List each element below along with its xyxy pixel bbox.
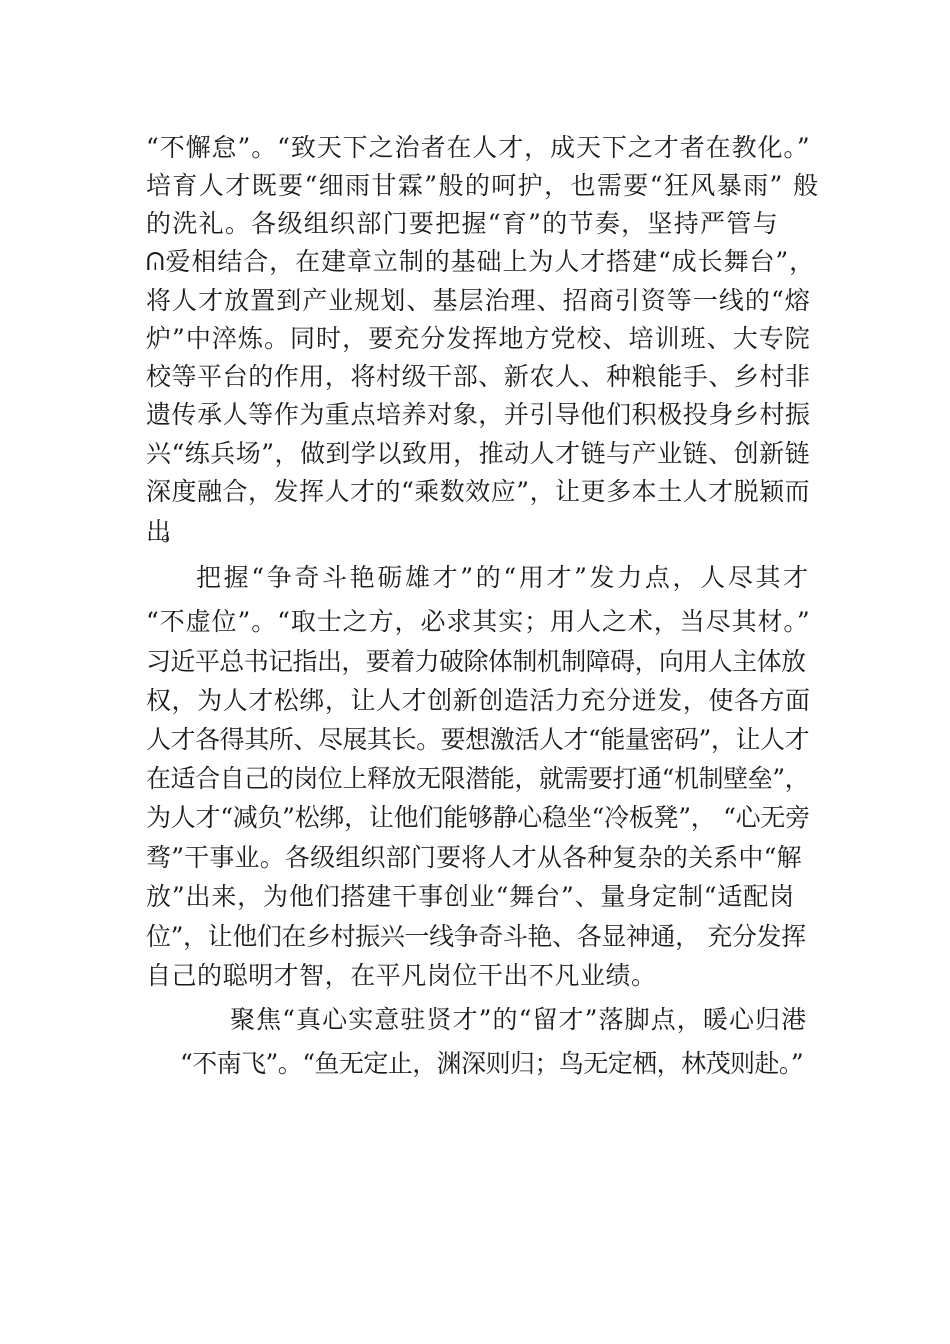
text-line: 深度融合，发挥人才的“乘数效应”，让更多本土人才脱颖而 — [146, 477, 811, 506]
text-line: ᕬ爱相结合，在建章立制的基础上为人才搭建“成长舞台”， — [146, 247, 816, 276]
text-line: 校等平台的作用，将村级干部、新农人、种粮能手、乡村非 — [146, 362, 811, 391]
text-line: 遗传承人等作为重点培养对象，并引导他们积极投身乡村振 — [146, 400, 811, 429]
text-line: 炉”中淬炼。同时，要充分发挥地方党校、培训班、大专院 — [146, 324, 811, 353]
text-line: 为人才“减负”松绑，让他们能够静心稳坐“冷板凳”， “心无旁 — [146, 803, 810, 832]
text-line: 人才各得其所、尽展其长。要想激活人才“能量密码”，让人才 — [146, 725, 810, 754]
text-line: “不南飞”。“鱼无定止，渊深则归；鸟无定栖，林茂则赴。” — [180, 1049, 804, 1078]
text-line: 将人才放置到产业规划、基层治理、招商引资等一线的“熔 — [146, 286, 811, 315]
text-line: 权，为人才松绑，让人才创新创造活力充分迸发，使各方面 — [146, 686, 811, 715]
text-line: “不虚位”。“取士之方，必求其实；用人之术，当尽其材。” — [146, 607, 811, 636]
text-line: 习近平总书记指出，要着力破除体制机制障碍，向用人主体放 — [146, 647, 806, 676]
text-line: 自己的聪明才智，在平凡岗位干出不凡业绩。 — [146, 961, 657, 990]
text-line: 聚焦“真心实意驻贤才”的“留才”落脚点，暖心归港 — [230, 1005, 808, 1034]
text-line: 培育人才既要“细雨甘霖”般的呵护，也需要“狂风暴雨” 般 — [146, 171, 820, 200]
text-line: 兴“练兵场”，做到学以致用，推动人才链与产业链、创新链 — [146, 439, 811, 468]
text-line: “不懈怠”。“致天下之治者在人才，成天下之才者在教化。” — [146, 133, 811, 162]
text-line: 的洗礼。各级组织部门要把握“育”的节奏，坚持严管与 — [146, 209, 779, 238]
text-line: 骛”干事业。各级组织部门要将人才从各种复杂的关系中“解 — [146, 843, 802, 872]
text-line: 出。 — [146, 517, 177, 546]
text-line: 把握“争奇斗艳砺雄才”的“用才”发力点，人尽其才 — [196, 563, 811, 592]
text-line: 放”出来，为他们搭建干事创业“舞台”、量身定制“适配岗 — [146, 882, 795, 911]
text-line: 在适合自己的岗位上释放无限潜能，就需要打通“机制壁垒”， — [146, 764, 810, 793]
text-line: 位”，让他们在乡村振兴一线争奇斗艳、各显神通， 充分发挥 — [146, 922, 806, 951]
